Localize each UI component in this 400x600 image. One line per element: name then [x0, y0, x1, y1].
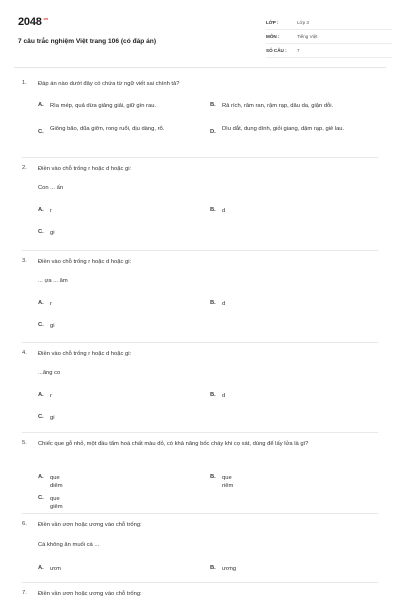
divider: [22, 582, 378, 583]
meta-value: Tiếng Việt: [297, 34, 318, 39]
question-text: Điền vào chỗ trống r hoặc d hoặc gi:: [38, 259, 132, 265]
document-page: $2048^{.vn}$ 7 câu trắc nghiệm Việt trang 106 (có đáp án) LỚP : Lớp 3 MÔN : Tiếng Việt SỐ CÂU : 7 1. Đáp án nào dưới đây có chứa từ ngữ viết sai chính tả? A. Rìa mép, quả dừa giảng giải, giữ gìn rau. B. Rả rích, râm ran, rậm rạp, dâu da, giận dỗi. C. Giông bão, dũa giỡn, rong ruổi, dịu dàng, rổ. D. Dìu dắt, dung dính, giỏi giang, dậm rạp, giẻ lau. 2. Điền vào chỗ trống r hoặc d hoặc gi: Con ... ấn A. r B. d C. gi 3. Điền vào chỗ trống r hoặc d hoặc gi: ... ựa ... âm A. r B. d C. gi 4. Điền vào chỗ trống r hoặc d hoặc gi: ...ăng co A. r B. d C. gi 5. Chiếc que gỗ nhỏ, một đầu tẩm hoá chất màu đỏ, có khả năng bốc cháy khi cọ xát, dùng để lấy lửa là gì? A. que diêm B. que riêm C. que giêm 6. Điền vần ươn hoặc ương vào chỗ trống: Cá không ăn muối cá ... A. ươn B. ương 7. Điền vần ươn hoặc ương vào chỗ trống:: [0, 0, 400, 600]
document-title: 7 câu trắc nghiệm Việt trang 106 (có đáp án): [18, 38, 157, 45]
meta-row-grade: [266, 16, 392, 30]
meta-row-subject: [266, 30, 392, 44]
question-text: Điền vần ươn hoặc ương vào chỗ trống:: [38, 522, 142, 528]
question-number: 4.: [22, 350, 27, 356]
question-number: 6.: [22, 521, 27, 527]
meta-key: MÔN :: [266, 34, 280, 39]
site-logo[interactable]: $2048^{.vn}$: [18, 16, 48, 28]
divider: [22, 513, 378, 514]
document-header: [14, 10, 386, 68]
question-number: 2.: [22, 165, 27, 171]
divider: [22, 432, 378, 433]
question-prompt: Con ... ấn: [38, 185, 64, 191]
question-number: 1.: [22, 80, 27, 86]
question-text: Đáp án nào dưới đây có chứa từ ngữ viết sai chính tả?: [38, 81, 180, 87]
question-text: Chiếc que gỗ nhỏ, một đầu tẩm hoá chất màu đỏ, có khả năng bốc cháy khi cọ xát, dùng để lấy lửa là gì?: [38, 441, 309, 447]
meta-value: Lớp 3: [297, 20, 309, 25]
question-text: Điền vần ươn hoặc ương vào chỗ trống:: [38, 591, 142, 597]
divider: [22, 342, 378, 343]
question-prompt: ... ựa ... âm: [38, 278, 68, 284]
divider: [22, 157, 378, 158]
meta-value: 7: [297, 48, 300, 53]
question-prompt: ...ăng co: [38, 370, 61, 376]
question-text: Điền vào chỗ trống r hoặc d hoặc gi:: [38, 351, 132, 357]
document-meta: [266, 16, 392, 58]
meta-row-count: [266, 44, 392, 58]
question-text: Điền vào chỗ trống r hoặc d hoặc gi:: [38, 166, 132, 172]
question-number: 7.: [22, 590, 27, 596]
question-prompt: Cá không ăn muối cá ...: [38, 542, 100, 548]
divider: [22, 250, 378, 251]
meta-key: LỚP :: [266, 20, 279, 25]
meta-key: SỐ CÂU :: [266, 48, 287, 53]
question-number: 3.: [22, 258, 27, 264]
question-number: 5.: [22, 440, 27, 446]
